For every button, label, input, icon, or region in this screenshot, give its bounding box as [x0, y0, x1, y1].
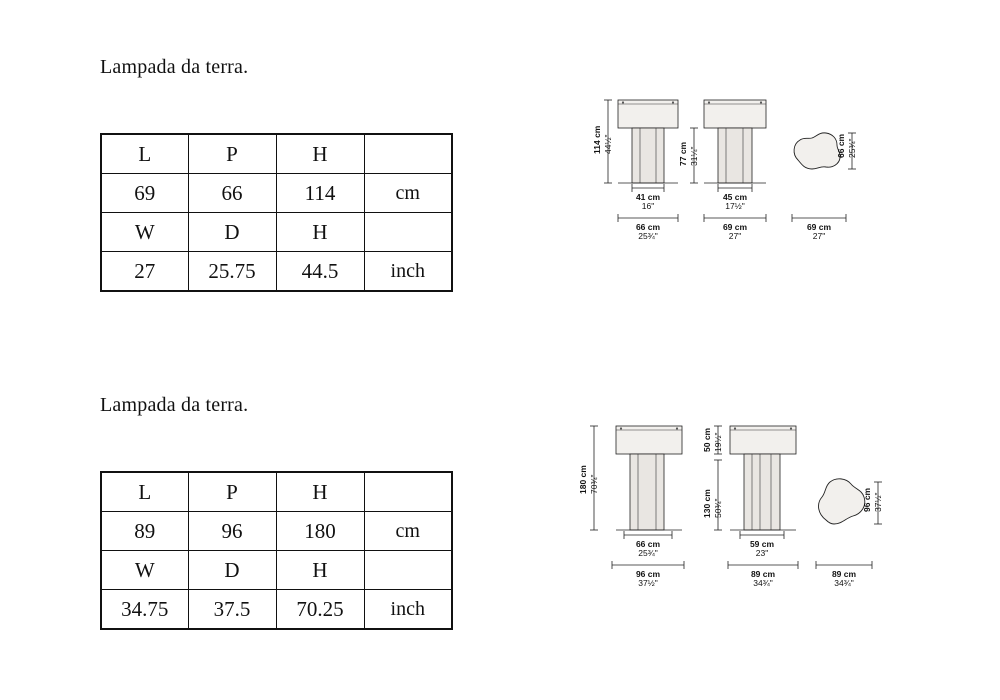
top-depth-cm: 66 cm: [836, 133, 846, 158]
table-cell: 34.75: [101, 590, 188, 630]
table-cell: H: [276, 472, 364, 512]
side-width-dimension-2: [740, 531, 784, 558]
side-view-drawing-2: [730, 426, 796, 530]
front-base-dimension: [618, 214, 678, 241]
front-height-cm: 114 cm: [592, 125, 602, 154]
side-height-in: 31¼": [689, 146, 699, 166]
top-width-cm-2: 89 cm: [831, 569, 857, 579]
table-cell: 37.5: [188, 590, 276, 630]
side-height-upper-dimension-2: [702, 426, 723, 454]
front-base-cm: 66 cm: [635, 222, 661, 232]
table-row: [101, 174, 452, 213]
front-height-in-2: 70¾": [589, 474, 599, 494]
table-cell: P: [188, 472, 276, 512]
dimensions-table-2: [100, 471, 453, 630]
side-width-cm-2: 59 cm: [749, 539, 775, 549]
front-width-dimension-2: [624, 531, 672, 558]
table-cell: L: [101, 134, 188, 174]
top-width-dimension: [792, 214, 846, 241]
front-base-cm-2: 96 cm: [635, 569, 661, 579]
side-height2-cm-2: 130 cm: [702, 489, 712, 518]
table-row: [101, 252, 452, 292]
top-view-drawing: [794, 133, 840, 169]
table-cell-unit: inch: [364, 252, 452, 292]
table-cell: 66: [188, 174, 276, 213]
side-width-in: 17½": [725, 201, 745, 211]
table-cell: H: [276, 213, 364, 252]
table-cell: 89: [101, 512, 188, 551]
side-width-in-2: 23": [755, 548, 769, 558]
top-depth-dimension-2: [862, 482, 883, 524]
front-height-in: 44½": [603, 134, 613, 154]
front-base-dimension-2: [612, 561, 684, 588]
table-cell: [364, 472, 452, 512]
table-cell: L: [101, 472, 188, 512]
page-title-2: Lampada da terra.: [100, 394, 249, 416]
table-cell: W: [101, 213, 188, 252]
side-height-dimension: [678, 128, 699, 183]
front-height-dimension-2: [578, 426, 599, 530]
front-height-cm-2: 180 cm: [578, 465, 588, 494]
side-base-cm-2: 89 cm: [750, 569, 776, 579]
table-cell-unit: cm: [364, 174, 452, 213]
front-width-cm: 41 cm: [635, 192, 661, 202]
table-row: [101, 590, 452, 630]
front-width-in-2: 25¾": [638, 548, 658, 558]
side-base-dimension: [704, 214, 766, 241]
table-cell: 180: [276, 512, 364, 551]
table-cell: 70.25: [276, 590, 364, 630]
top-depth-dimension: [836, 133, 857, 169]
table-cell: 27: [101, 252, 188, 292]
top-width-in: 27": [812, 231, 826, 241]
table-cell-unit: inch: [364, 590, 452, 630]
top-width-dimension-2: [816, 561, 872, 588]
side-view-drawing: [704, 100, 766, 183]
side-base-dimension-2: [728, 561, 798, 588]
front-view-drawing: [618, 100, 678, 183]
front-base-in-2: 37½": [638, 578, 658, 588]
front-width-dimension: [632, 184, 664, 211]
top-depth-cm-2: 96 cm: [862, 487, 872, 512]
top-view-drawing-2: [819, 479, 865, 524]
technical-drawing-group-2: [560, 408, 980, 608]
top-depth-in: 25¾": [847, 138, 857, 158]
table-cell: [364, 551, 452, 590]
front-view-drawing-2: [616, 426, 682, 530]
table-cell: 69: [101, 174, 188, 213]
top-width-in-2: 34¾": [834, 578, 854, 588]
front-width-cm-2: 66 cm: [635, 539, 661, 549]
top-depth-in-2: 37½": [873, 492, 883, 512]
table-cell: W: [101, 551, 188, 590]
side-base-cm: 69 cm: [722, 222, 748, 232]
front-width-in: 16": [641, 201, 655, 211]
table-cell: D: [188, 213, 276, 252]
front-height-dimension: [592, 100, 613, 183]
table-cell: 44.5: [276, 252, 364, 292]
table-cell: [364, 213, 452, 252]
side-base-in: 27": [728, 231, 742, 241]
side-width-cm: 45 cm: [722, 192, 748, 202]
table-cell: 25.75: [188, 252, 276, 292]
page-title: Lampada da terra.: [100, 56, 249, 78]
side-height-cm: 77 cm: [678, 141, 688, 166]
table-cell: 96: [188, 512, 276, 551]
dimensions-table: [100, 133, 453, 292]
table-row: [101, 551, 452, 590]
technical-drawing-group-1: [560, 70, 980, 270]
table-cell: [364, 134, 452, 174]
table-cell: H: [276, 551, 364, 590]
front-base-in: 25¾": [638, 231, 658, 241]
table-cell: 114: [276, 174, 364, 213]
side-height-cm-2: 50 cm: [702, 427, 712, 452]
table-row: [101, 134, 452, 174]
side-base-in-2: 34¾": [753, 578, 773, 588]
table-cell: H: [276, 134, 364, 174]
side-width-dimension: [718, 184, 752, 211]
table-row: [101, 472, 452, 512]
table-row: [101, 512, 452, 551]
side-height-in-2: 19½": [713, 432, 723, 452]
table-cell: D: [188, 551, 276, 590]
side-height2-in-2: 50¾": [713, 498, 723, 518]
side-height-lower-dimension-2: [702, 460, 723, 530]
table-row: [101, 213, 452, 252]
table-cell: P: [188, 134, 276, 174]
table-cell-unit: cm: [364, 512, 452, 551]
top-width-cm: 69 cm: [806, 222, 832, 232]
